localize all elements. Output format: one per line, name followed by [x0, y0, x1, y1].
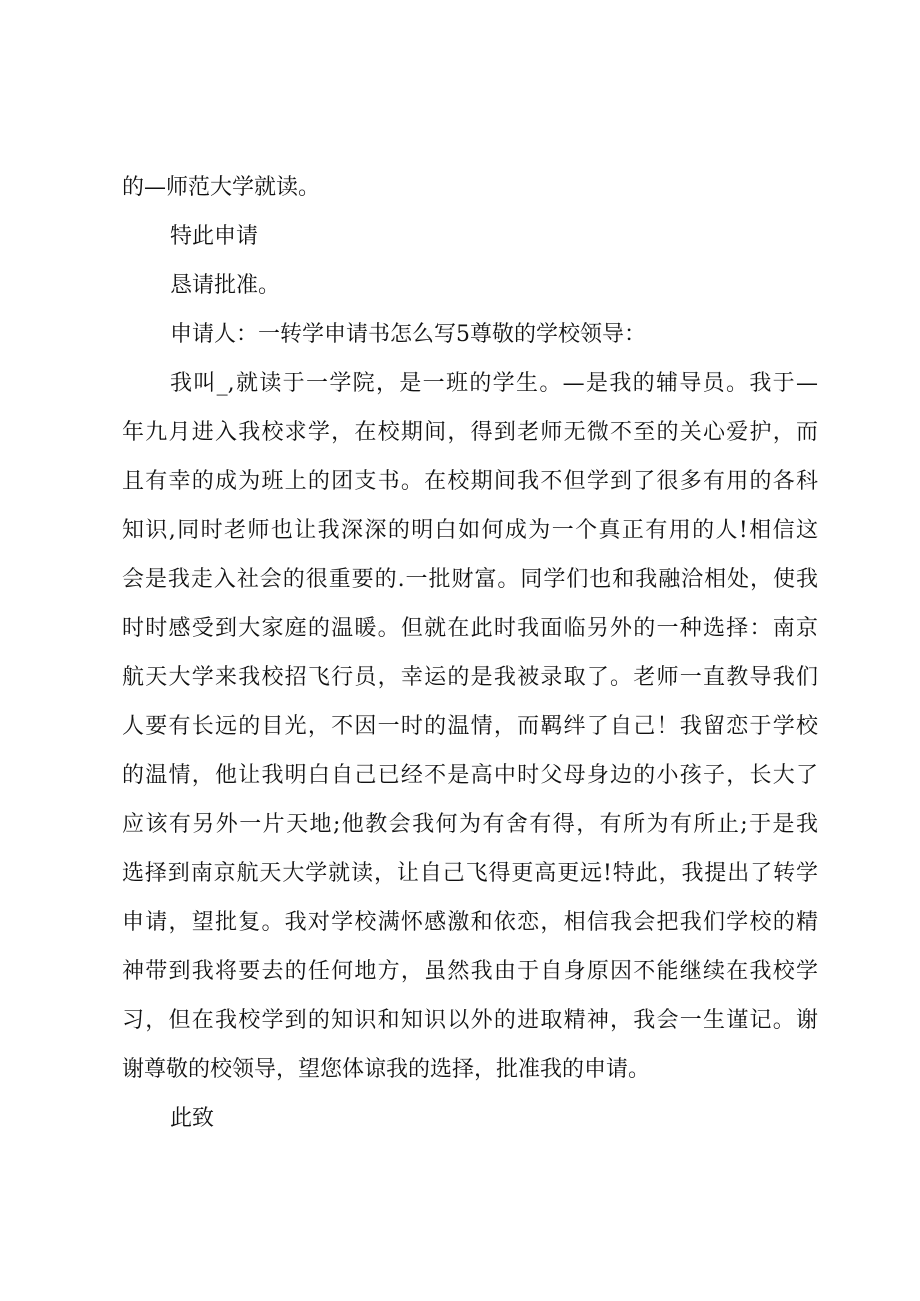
text-line: 且有幸的成为班上的团支书。在校期间我不但学到了很多有用的各科	[122, 469, 818, 494]
text-line: 选择到南京航天大学就读，让自己飞得更高更远!特此，我提出了转学	[122, 861, 818, 886]
text-line: 航天大学来我校招飞行员，幸运的是我被录取了。老师一直教导我们	[122, 665, 818, 690]
text-line: 申请人：一转学申请书怎么写5尊敬的学校领导：	[170, 322, 646, 347]
text-line: 此致	[170, 1106, 215, 1131]
text-line: 特此申请	[170, 224, 259, 249]
text-line: 谢尊敬的校领导，望您体谅我的选择，批准我的申请。	[122, 1057, 651, 1082]
text-line: 申请，望批复。我对学校满怀感激和依恋，相信我会把我们学校的精	[122, 910, 818, 935]
text-line: 习，但在我校学到的知识和知识以外的进取精神，我会一生谨记。谢	[122, 1008, 818, 1033]
text-line: 知识,同时老师也让我深深的明白如何成为一个真正有用的人!相信这	[122, 518, 818, 543]
text-line: 的—师范大学就读。	[122, 175, 321, 200]
text-line: 神带到我将要去的任何地方，虽然我由于自身原因不能继续在我校学	[122, 959, 818, 984]
text-line: 的温情，他让我明白自己已经不是高中时父母身边的小孩子，长大了	[122, 763, 818, 788]
text-line: 年九月进入我校求学，在校期间，得到老师无微不至的关心爱护，而	[122, 420, 818, 445]
text-line: 会是我走入社会的很重要的.一批财富。同学们也和我融洽相处，使我	[122, 567, 818, 592]
text-line: 恳请批准。	[170, 273, 281, 298]
text-line: 我叫_,就读于一学院，是一班的学生。—是我的辅导员。我于—	[170, 371, 818, 396]
text-line: 应该有另外一片天地;他教会我何为有舍有得，有所为有所止;于是我	[122, 812, 818, 837]
text-line: 人要有长远的目光，不因一时的温情，而羁绊了自己！我留恋于学校	[122, 714, 818, 739]
text-line: 时时感受到大家庭的温暖。但就在此时我面临另外的一种选择：南京	[122, 616, 818, 641]
